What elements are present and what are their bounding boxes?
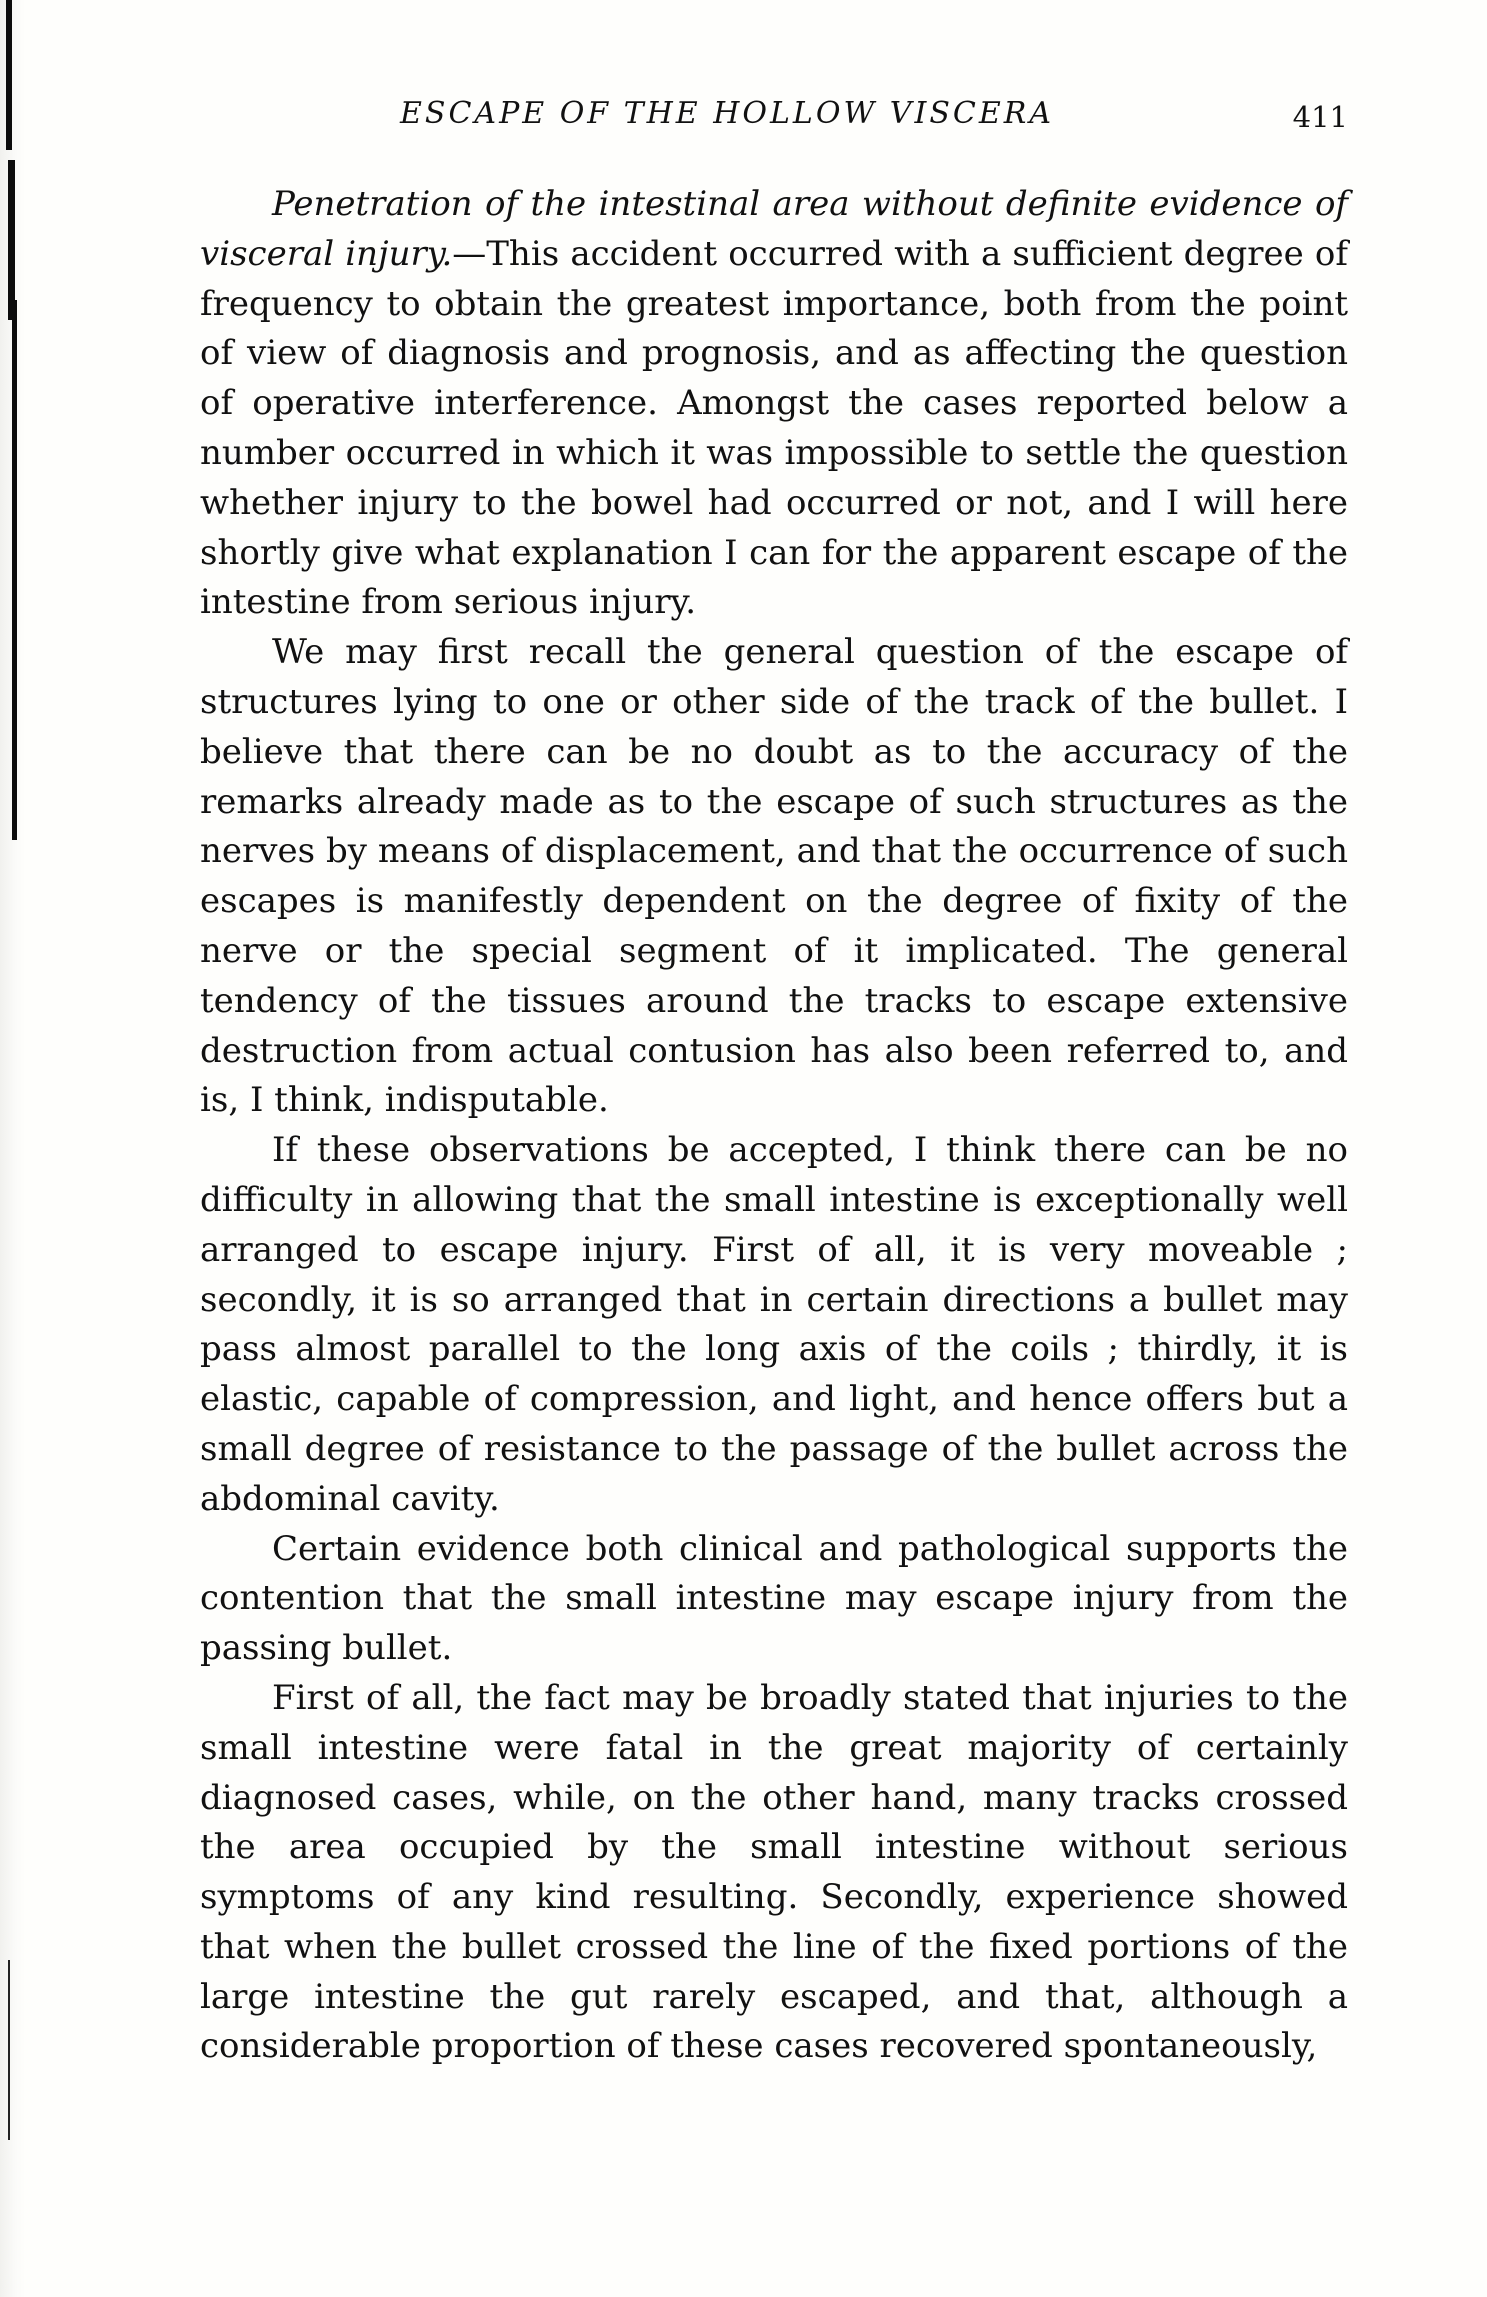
paragraph-lead-italic: Penetration of the intestinal area without definite evidence of visceral injury. [200, 184, 1348, 274]
page-gutter-shadow [0, 0, 26, 2297]
binding-edge-mark [8, 1960, 10, 2140]
binding-edge-mark [6, 0, 12, 150]
paragraph: If these observations be accepted, I think there can be no difficulty in allowing that the small intestine is exceptionally well arranged to escape injury. First of all, it is very moveable ; secondly, it is so arranged that in certain directions a bullet may pass almost parallel to the long axis of the coils ; thirdly, it is elastic, capable of compression, and light, and hence offers but a small degree of resistance to the passage of the bullet across the abdominal cavity. [200, 1130, 1348, 1519]
page-header [200, 96, 1348, 158]
page-number: 411 [1292, 100, 1348, 134]
paragraph: We may first recall the general question of the escape of structures lying to one or other side of the track of the bullet. I believe that there can be no doubt as to the accuracy of the remarks already made as to the escape of such structures as the nerves by means of displacement, and that the occurrence of such escapes is manifestly dependent on the degree of fixity of the nerve or the special segment of it implicated. The general tendency of the tissues around the tracks to escape extensive destruction from actual contusion has also been referred to, and is, I think, indisputable. [200, 632, 1348, 1121]
body-text [200, 180, 1348, 2072]
paragraph: First of all, the fact may be broadly stated that injuries to the small intestine were fatal in the great majority of certainly diagnosed cases, while, on the other hand, many tracks crossed the area occupied by the small intestine without serious symptoms of any kind resulting. Secondly, experience showed that when the bullet crossed the line of the fixed portions of the large intestine the gut rarely escaped, and that, although a considerable proportion of these cases recovered spontaneously, [200, 1677, 1348, 2067]
running-head: ESCAPE OF THE HOLLOW VISCERA [400, 96, 1054, 131]
paragraph: Certain evidence both clinical and pathological supports the contention that the small intestine may escape injury from the passing bullet. [200, 1528, 1348, 1669]
binding-edge-mark [8, 160, 15, 320]
binding-edge-mark [12, 300, 17, 840]
paragraph-text: —This accident occurred with a sufficient degree of frequency to obtain the greatest importance, both from the point of view of diagnosis and prognosis, and as affecting the question of operative interference. Amongst the cases reported below a number occurred in which it was impossible to settle the question whether injury to the bowel had occurred or not, and I will here shortly give what explanation I can for the apparent escape of the intestine from serious injury. [200, 233, 1348, 623]
paragraph [200, 180, 1348, 628]
